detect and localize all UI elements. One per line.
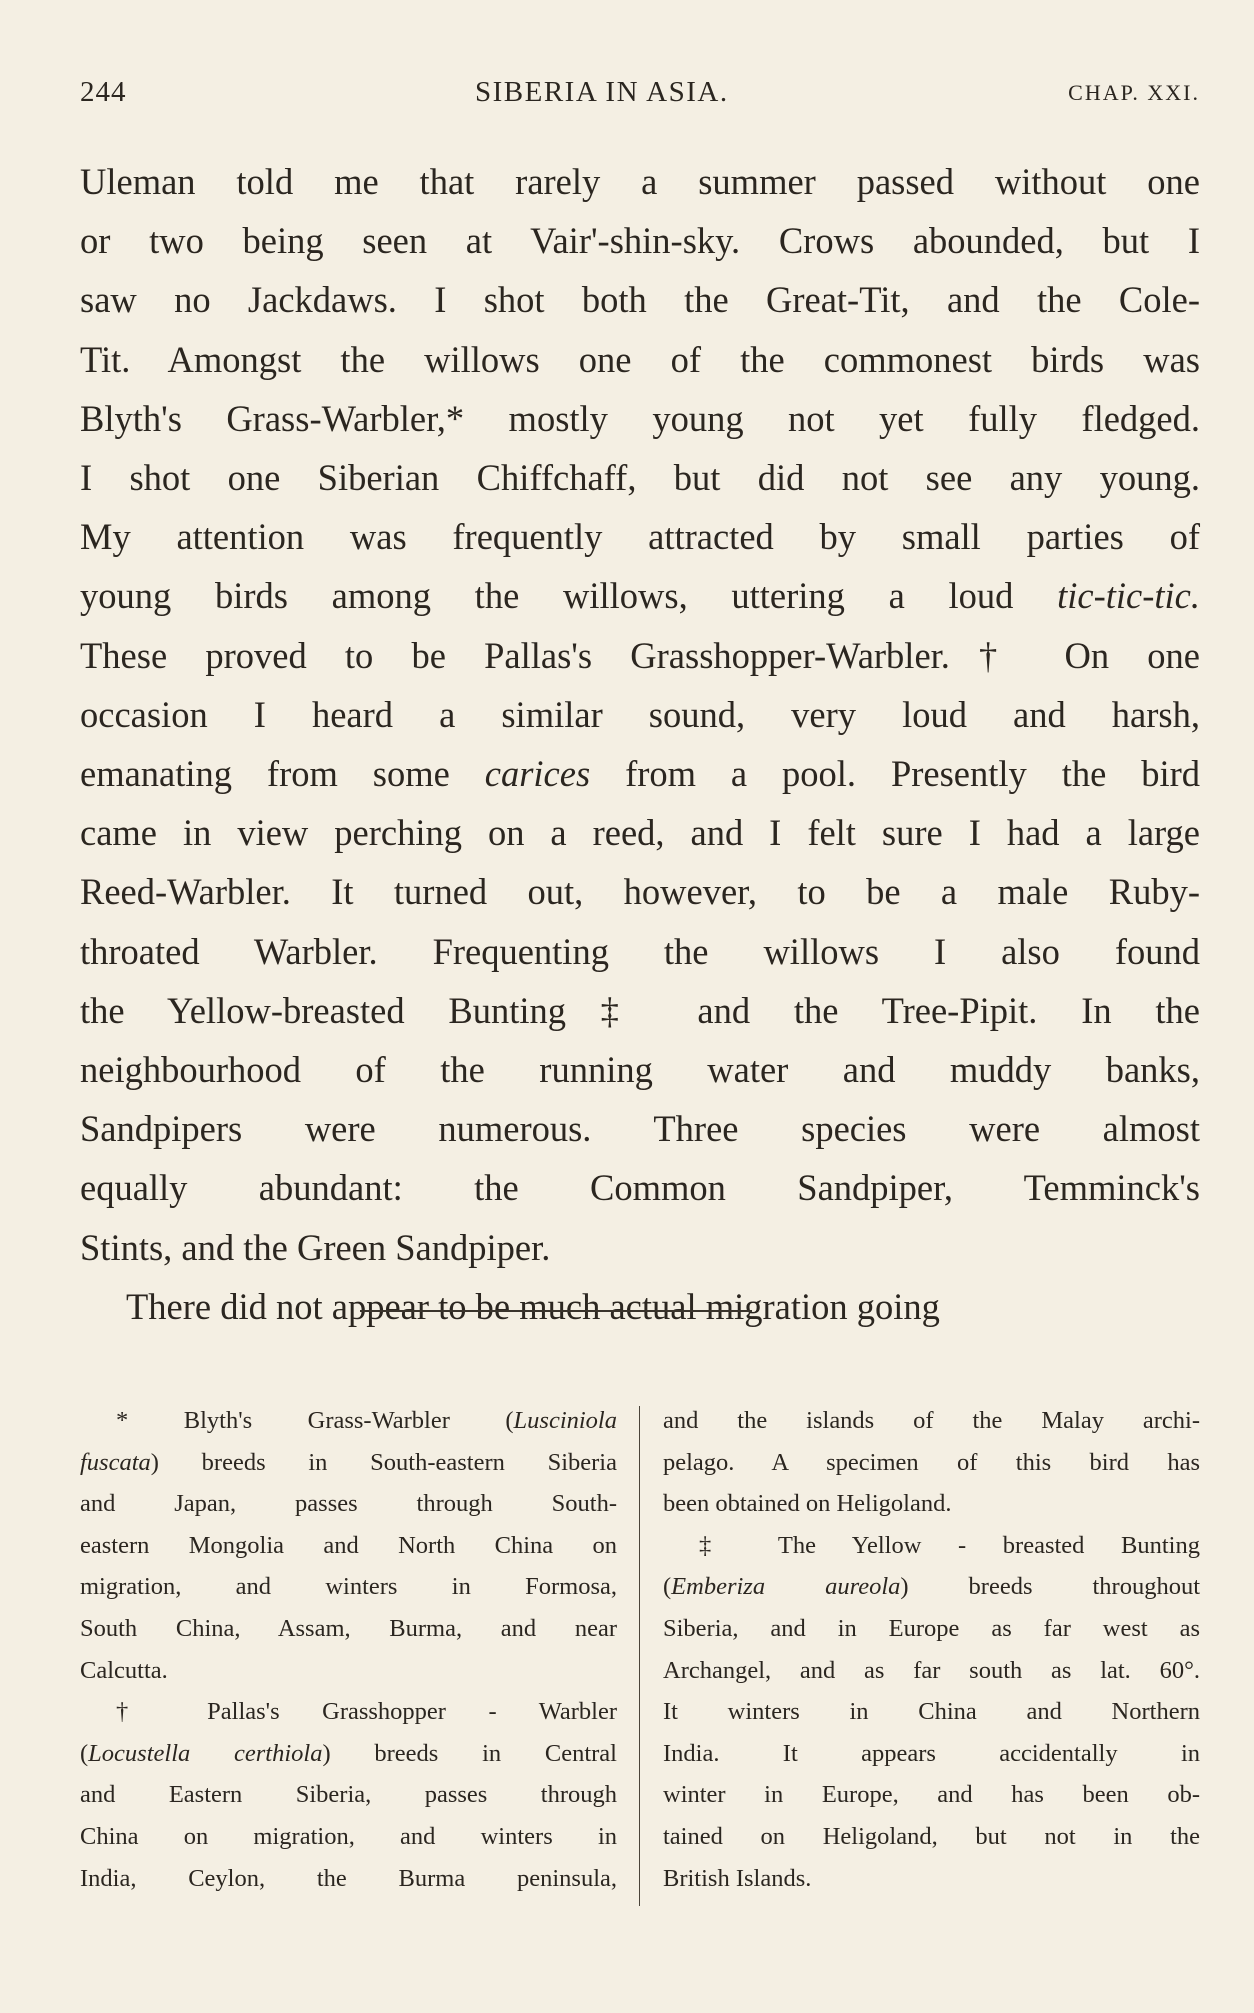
italic-term: carices bbox=[484, 753, 591, 795]
footnote-line: tained on Heligoland, but not in the bbox=[663, 1822, 1200, 1850]
footnote-line: winter in Europe, and has been ob- bbox=[663, 1781, 1200, 1809]
text-line bbox=[80, 566, 1200, 625]
text-segment: emanating from some bbox=[80, 753, 450, 795]
text-segment: young birds among the willows, uttering a loud bbox=[80, 575, 1014, 617]
text-line bbox=[80, 744, 1200, 803]
footnote-line: pelago. A specimen of this bird has bbox=[663, 1448, 1200, 1476]
footnote-line: been obtained on Heligoland. bbox=[663, 1490, 952, 1518]
text-segment: ) breeds in South-eastern Siberia bbox=[150, 1448, 617, 1476]
text-line: came in view perching on a reed, and I felt sure I had a large bbox=[80, 812, 1200, 854]
text-line: occasion I heard a similar sound, very loud and harsh, bbox=[80, 693, 1200, 735]
footnote-line: South China, Assam, Burma, and near bbox=[80, 1614, 617, 1642]
footnote-line: India. It appears accidentally in bbox=[663, 1739, 1200, 1767]
text-line: My attention was frequently attracted by small parties of bbox=[80, 516, 1200, 558]
footnote-line bbox=[80, 1733, 617, 1775]
footnote-line: China on migration, and winters in bbox=[80, 1822, 617, 1850]
italic-term: fuscata bbox=[80, 1448, 151, 1476]
text-line: Blyth's Grass-Warbler,* mostly young not yet fully fledged. bbox=[80, 397, 1200, 439]
footnote-line bbox=[663, 1566, 1200, 1608]
text-line: neighbourhood of the running water and muddy banks, bbox=[80, 1049, 1200, 1091]
footnote-line: ‡ The Yellow - breasted Bunting bbox=[699, 1531, 1200, 1559]
text-segment: ) breeds in Central bbox=[322, 1739, 617, 1767]
footnote-line: and Japan, passes through South- bbox=[80, 1490, 617, 1518]
footnote-rule bbox=[360, 1310, 752, 1312]
page-number: 244 bbox=[80, 76, 127, 108]
footnotes bbox=[80, 1400, 1200, 1920]
chapter-label: CHAP. XXI. bbox=[1068, 80, 1200, 105]
text-segment: ) breeds throughout bbox=[900, 1573, 1201, 1601]
footnote-line: and the islands of the Malay archi- bbox=[663, 1407, 1200, 1434]
text-line: Sandpipers were numerous. Three species were almost bbox=[80, 1108, 1200, 1150]
text-segment: ( bbox=[663, 1573, 672, 1601]
text-line: Tit. Amongst the willows one of the commonest birds was bbox=[80, 338, 1200, 380]
text-line: the Yellow-breasted Bunting‡ and the Tree-Pipit. In the bbox=[80, 989, 1200, 1031]
text-line: or two being seen at Vair'-shin-sky. Crows abounded, but I bbox=[80, 220, 1200, 262]
footnote-line bbox=[80, 1442, 617, 1484]
text-line: saw no Jackdaws. I shot both the Great-Tit, and the Cole- bbox=[80, 279, 1200, 321]
footnote-line: It winters in China and Northern bbox=[663, 1698, 1200, 1726]
footnote-line: migration, and winters in Formosa, bbox=[80, 1573, 617, 1601]
footnote-line: British Islands. bbox=[663, 1864, 812, 1892]
footnote-line: Siberia, and in Europe as far west as bbox=[663, 1614, 1200, 1642]
running-title: SIBERIA IN ASIA. bbox=[475, 76, 729, 108]
footnote-line bbox=[80, 1400, 617, 1442]
text-line: I shot one Siberian Chiffchaff, but did not see any young. bbox=[80, 457, 1200, 499]
column-divider bbox=[639, 1406, 640, 1906]
italic-term: Locustella certhiola bbox=[88, 1739, 323, 1767]
text-segment: ( bbox=[80, 1739, 89, 1767]
text-line: Reed-Warbler. It turned out, however, to be a male Ruby- bbox=[80, 871, 1200, 913]
footnote-line: † Pallas's Grasshopper - Warbler bbox=[116, 1698, 617, 1726]
text-line: These proved to be Pallas's Grasshopper-Warbler.† On one bbox=[80, 634, 1200, 676]
body-text bbox=[80, 152, 1200, 1336]
footnote-line: Archangel, and as far south as lat. 60°. bbox=[663, 1656, 1200, 1684]
footnotes-right-column bbox=[663, 1400, 1200, 1899]
text-line: There did not appear to be much actual migration going bbox=[126, 1285, 940, 1327]
running-head bbox=[80, 72, 1200, 116]
footnote-line: eastern Mongolia and North China on bbox=[80, 1531, 617, 1559]
text-line: equally abundant: the Common Sandpiper, Temminck's bbox=[80, 1167, 1200, 1209]
text-segment: from a pool. Presently the bird bbox=[625, 753, 1200, 795]
italic-term: Emberiza aureola bbox=[671, 1573, 901, 1601]
text-line: Stints, and the Green Sandpiper. bbox=[80, 1226, 551, 1268]
italic-term: Lusciniola bbox=[513, 1407, 617, 1434]
footnote-line: India, Ceylon, the Burma peninsula, bbox=[80, 1864, 617, 1892]
italic-term: tic-tic-tic. bbox=[1057, 575, 1200, 617]
text-segment: * Blyth's Grass-Warbler ( bbox=[116, 1407, 514, 1434]
text-line: Uleman told me that rarely a summer passed without one bbox=[80, 161, 1200, 202]
text-line: throated Warbler. Frequenting the willows I also found bbox=[80, 930, 1200, 972]
footnote-line: and Eastern Siberia, passes through bbox=[80, 1781, 617, 1809]
page bbox=[80, 72, 1200, 1336]
footnotes-left-column bbox=[80, 1400, 617, 1899]
footnote-line: Calcutta. bbox=[80, 1656, 168, 1684]
